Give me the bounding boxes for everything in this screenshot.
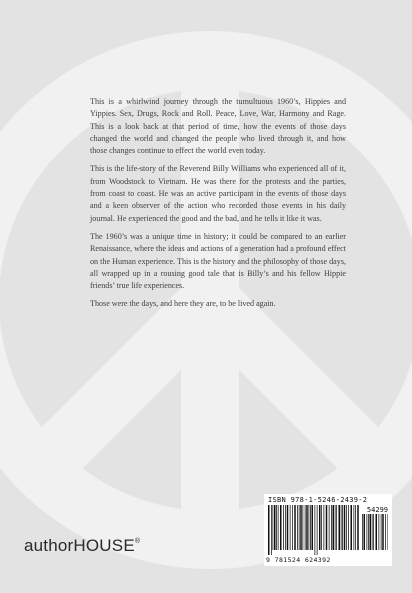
barcode-bar — [317, 505, 318, 555]
barcode-bar — [300, 505, 302, 550]
barcode-bar — [348, 505, 349, 550]
barcode-bar — [351, 505, 353, 550]
barcode-bar — [355, 505, 356, 550]
barcode-bar — [310, 505, 311, 550]
addon-barcode-bars — [362, 514, 388, 555]
registered-mark: ® — [134, 538, 141, 545]
publisher-logo — [24, 536, 140, 556]
barcode-bar — [280, 505, 282, 550]
barcode-bar — [382, 514, 384, 550]
barcode-bar — [312, 505, 314, 550]
barcode-bar — [324, 505, 325, 550]
barcode-bar — [385, 514, 386, 550]
barcode-bar — [292, 505, 293, 550]
barcode-bar — [379, 514, 380, 550]
barcode-bar — [362, 514, 363, 550]
barcode-bar — [335, 505, 336, 550]
barcode-bar — [303, 505, 304, 550]
barcode-bar — [305, 505, 306, 550]
barcode-bar — [336, 505, 337, 550]
barcode-bar — [306, 505, 308, 550]
barcode-bar — [376, 514, 378, 550]
barcode-bar — [388, 514, 389, 550]
barcode-bar — [341, 505, 342, 550]
barcode-bar — [315, 505, 316, 555]
barcode-bar — [339, 505, 341, 550]
barcode-bar — [271, 505, 272, 555]
ean-barcode-bars — [268, 505, 360, 555]
barcode-bar — [276, 505, 277, 550]
blurb-paragraph-1: This is a whirlwind journey through the tumultuous 1960’s, Hippies and Yippies. Sex, Drugs, Rock and Roll. Peace, Love, War, Harmony and Rage. This is a look back at that period of time, how the events of those days changed the world and changed the people who lived through it, and how those changes continue to effect the world even today. — [90, 97, 346, 156]
barcode-bar — [342, 505, 343, 550]
isbn-barcode — [264, 494, 392, 566]
barcode-bar — [274, 505, 276, 550]
barcode-bar — [364, 514, 366, 550]
barcode-bar — [299, 505, 300, 550]
barcode-bar — [346, 505, 347, 550]
blurb-paragraph-4: Those were the days, and here they are, to be lived again. — [90, 299, 276, 309]
barcode-bar — [319, 505, 321, 550]
barcode-bar — [283, 505, 284, 550]
barcode-addon-digits: 54299 — [366, 506, 388, 514]
barcode-bar — [326, 505, 328, 550]
barcode-bar — [357, 505, 359, 550]
barcode-bar — [297, 505, 298, 550]
ean-digits: 9 781524 624392 — [266, 556, 331, 564]
barcode-bar — [273, 505, 274, 550]
barcode-bar — [331, 505, 332, 550]
blurb-paragraph-2: This is the life-story of the Reverend Billy Williams who experienced all of it, from Woodstock to Vietnam. He was there for the protests and the parties, from coast to coast. He was an active participant in the events of those days and a keen observer of the action who recorded those events in his daily journal. He experienced the good and the bad, and he tells it like it was. — [90, 164, 346, 223]
barcode-bar — [278, 505, 279, 550]
barcode-bar — [329, 505, 330, 550]
barcode-bar — [367, 514, 368, 550]
barcode-bar — [373, 514, 374, 550]
barcode-bar — [368, 514, 369, 550]
barcode-bar — [321, 505, 322, 550]
blurb-paragraph-3: The 1960’s was a unique time in history; it could be compared to an earlier Renaissance, where the ideas and actions of a generation had a profound effect on the Human experience. This is the history and the philosophy of those days, all wrapped up in a rousing good tale that is Billy’s and his fellow Hippie friends’ true life experiences. — [90, 231, 346, 291]
barcode-bar — [344, 505, 346, 550]
back-cover-blurb — [90, 96, 346, 317]
isbn-label: ISBN 978-1-5246-2439-2 — [268, 496, 368, 504]
barcode-bar — [309, 505, 310, 550]
barcode-bar — [354, 505, 355, 550]
barcode-bar — [268, 505, 270, 555]
barcode-bar — [333, 505, 335, 550]
barcode-bar — [287, 505, 289, 550]
publisher-logo-text: authorHOUSE — [24, 536, 135, 555]
barcode-bar — [290, 505, 291, 550]
barcode-bar — [372, 514, 373, 550]
barcode-bar — [285, 505, 286, 550]
barcode-bar — [370, 514, 372, 550]
barcode-bar — [294, 505, 296, 550]
barcode-bar — [381, 514, 382, 550]
